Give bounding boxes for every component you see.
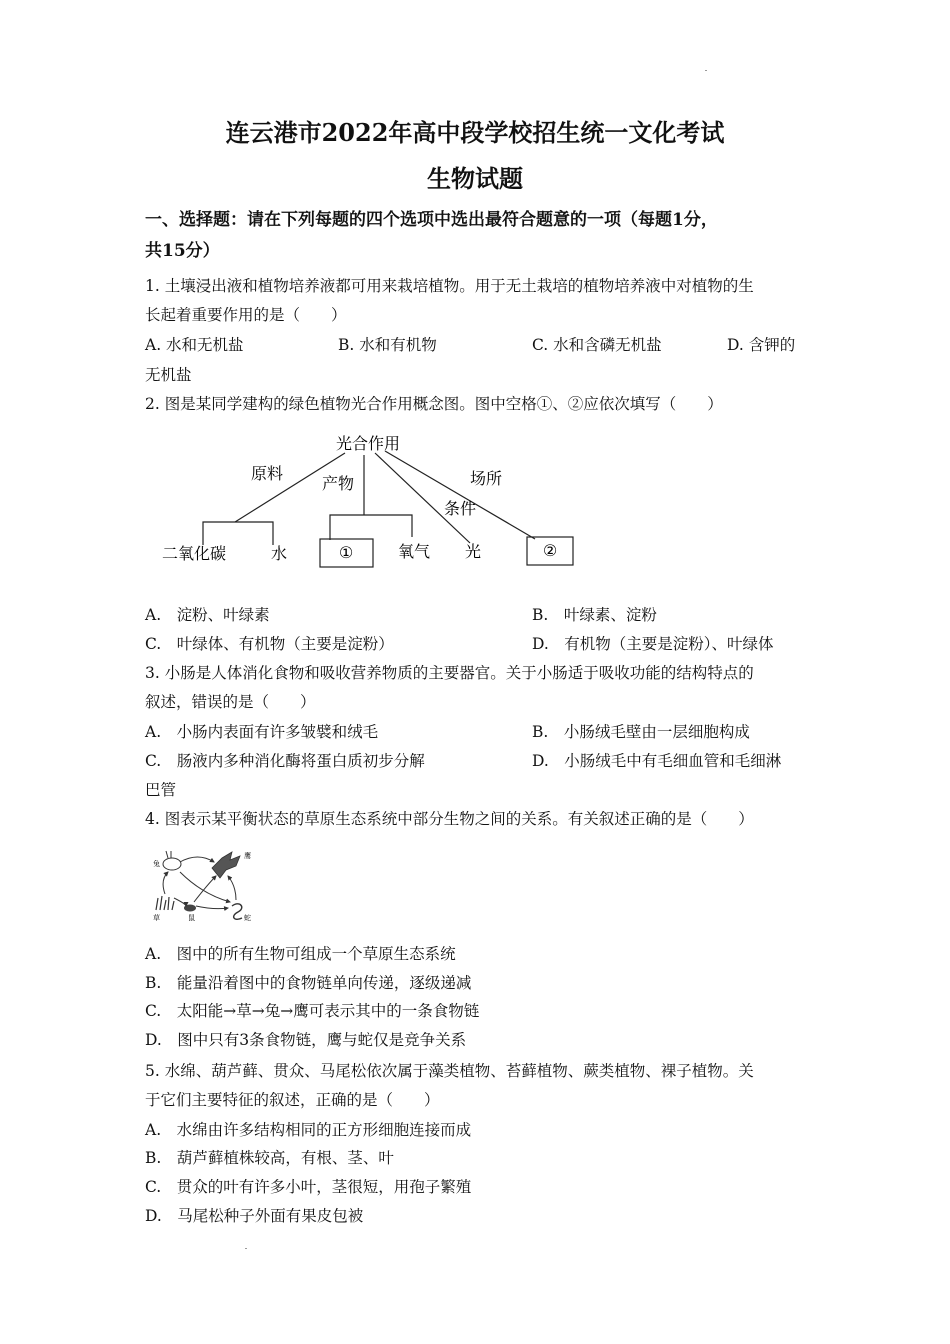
q5-option-d: D. 马尾松种子外面有果皮包被 bbox=[145, 1207, 364, 1225]
q3-option-d-cont: 巴管 bbox=[145, 781, 177, 799]
q2-option-a: A. 淀粉、叶绿素 bbox=[145, 606, 270, 624]
q3-option-b: B. 小肠绒毛壁由一层细胞构成 bbox=[532, 723, 750, 741]
node-oxygen: 氧气 bbox=[398, 542, 431, 561]
q3-stem: 3. 小肠是人体消化食物和吸收营养物质的主要器官。关于小肠适于吸收功能的结构特点的 bbox=[145, 664, 754, 682]
q4-option-a: A. 图中的所有生物可组成一个草原生态系统 bbox=[145, 945, 456, 963]
q1-option-d: D. 含钾的 bbox=[727, 336, 796, 354]
node-water: 水 bbox=[271, 544, 288, 563]
label-raw-materials: 原料 bbox=[251, 464, 284, 483]
label-place: 场所 bbox=[470, 469, 503, 488]
section-heading: 一、选择题：请在下列每题的四个选项中选出最符合题意的一项（每题1分， bbox=[145, 210, 718, 230]
label-eagle: 鹰 bbox=[244, 852, 251, 860]
q1-option-a: A. 水和无机盐 bbox=[145, 336, 244, 354]
grassland-food-web bbox=[150, 848, 255, 926]
blank-box-1: ① bbox=[338, 543, 354, 562]
q5-option-c: C. 贯众的叶有许多小叶，茎很短，用孢子繁殖 bbox=[145, 1178, 472, 1196]
q4-option-b: B. 能量沿着图中的食物链单向传递，逐级递减 bbox=[145, 974, 472, 992]
q2-stem: 2. 图是某同学建构的绿色植物光合作用概念图。图中空格①、②应依次填写（ ） bbox=[145, 395, 723, 413]
q2-option-c: C. 叶绿体、有机物（主要是淀粉） bbox=[145, 635, 394, 653]
grass-icon bbox=[156, 896, 174, 910]
rabbit-icon bbox=[163, 851, 181, 870]
exam-subtitle: 生物试题 bbox=[427, 164, 523, 193]
concept-root: 光合作用 bbox=[335, 434, 401, 453]
scan-speck bbox=[705, 70, 707, 71]
node-light: 光 bbox=[465, 542, 482, 561]
q5-option-a: A. 水绵由许多结构相同的正方形细胞连接而成 bbox=[145, 1121, 472, 1139]
label-condition: 条件 bbox=[444, 499, 477, 518]
q4-option-c: C. 太阳能→草→兔→鹰可表示其中的一条食物链 bbox=[145, 1002, 480, 1020]
section-heading-cont: 共15分） bbox=[145, 241, 220, 261]
exam-title: 连云港市2022年高中段学校招生统一文化考试 bbox=[225, 118, 725, 147]
q1-stem: 1. 土壤浸出液和植物培养液都可用来栽培植物。用于无土栽培的植物培养液中对植物的生 bbox=[145, 277, 754, 295]
label-grass: 草 bbox=[153, 914, 160, 922]
q2-option-b: B. 叶绿素、淀粉 bbox=[532, 606, 657, 624]
q3-stem-cont: 叙述，错误的是（ ） bbox=[145, 693, 316, 711]
label-snake: 蛇 bbox=[244, 914, 251, 922]
label-rabbit: 兔 bbox=[153, 860, 160, 868]
q5-stem-cont: 于它们主要特征的叙述，正确的是（ ） bbox=[145, 1091, 440, 1109]
label-products: 产物 bbox=[322, 474, 355, 493]
q4-stem: 4. 图表示某平衡状态的草原生态系统中部分生物之间的关系。有关叙述正确的是（ ） bbox=[145, 810, 754, 828]
blank-box-2: ② bbox=[542, 541, 558, 560]
q5-option-b: B. 葫芦藓植株较高，有根、茎、叶 bbox=[145, 1149, 394, 1167]
q3-option-c: C. 肠液内多种消化酶将蛋白质初步分解 bbox=[145, 752, 425, 770]
q5-stem: 5. 水绵、葫芦藓、贯众、马尾松依次属于藻类植物、苔藓植物、蕨类植物、裸子植物。关 bbox=[145, 1062, 754, 1080]
node-carbon-dioxide: 二氧化碳 bbox=[162, 544, 227, 563]
q1-option-c: C. 水和含磷无机盐 bbox=[532, 336, 662, 354]
q2-option-d: D. 有机物（主要是淀粉）、叶绿体 bbox=[532, 635, 774, 653]
q4-option-d: D. 图中只有3条食物链，鹰与蛇仅是竞争关系 bbox=[145, 1031, 467, 1049]
q1-option-d-cont: 无机盐 bbox=[145, 366, 192, 384]
label-mouse: 鼠 bbox=[188, 914, 195, 922]
snake-icon bbox=[232, 904, 242, 919]
eagle-icon bbox=[212, 852, 240, 878]
q3-option-d: D. 小肠绒毛中有毛细血管和毛细淋 bbox=[532, 752, 782, 770]
q3-option-a: A. 小肠内表面有许多皱襞和绒毛 bbox=[145, 723, 379, 741]
q1-stem-cont: 长起着重要作用的是（ ） bbox=[145, 306, 347, 324]
photosynthesis-concept-map bbox=[150, 425, 590, 575]
q1-option-b: B. 水和有机物 bbox=[338, 336, 437, 354]
scan-speck bbox=[245, 1248, 247, 1249]
